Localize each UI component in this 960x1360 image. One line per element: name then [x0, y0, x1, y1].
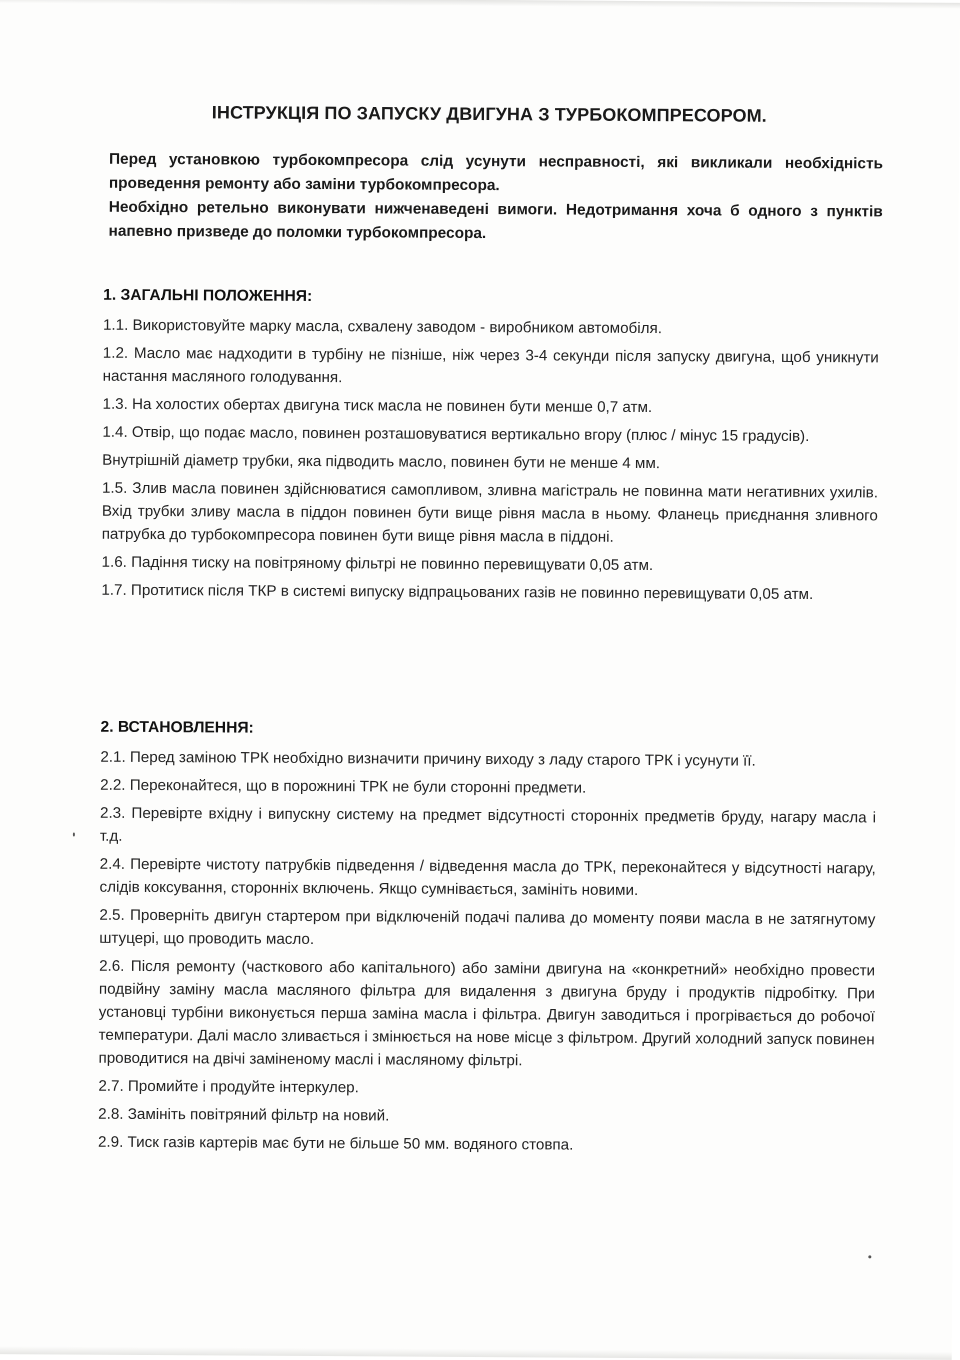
list-item: 1.3. На холостих обертах двигуна тиск масла не повинен бути менше 0,7 атм.	[102, 395, 653, 417]
document-title: ІНСТРУКЦІЯ ПО ЗАПУСКУ ДВИГУНА З ТУРБОКОМПРЕСОРОМ.	[211, 102, 767, 126]
list-item: 2.4. Перевірте чистоту патрубків підведення / відведення масла до ТРК, переконайтеся у відсутності нагару, слідів коксування, сторонніх включень. Якщо сумнівається, замініть новими.	[99, 855, 876, 899]
scan-speck	[73, 833, 75, 837]
section-general	[101, 284, 879, 612]
list-item: 1.7. Протитиск після ТКР в системі випуску відпрацьованих газів не повинно перевищувати 0,05 атм.	[101, 581, 814, 604]
list-item: 2.7. Промийте і продуйте інтеркулер.	[98, 1077, 359, 1097]
list-item: 2.3. Перевірте вхідну і випускну систему на предмет відсутності сторонніх предметів бруду, нагару масла і т.д.	[99, 804, 877, 845]
section-heading: 1. ЗАГАЛЬНІ ПОЛОЖЕННЯ:	[103, 286, 313, 305]
section-heading: 2. ВСТАНОВЛЕННЯ:	[100, 718, 254, 737]
intro-block	[109, 148, 884, 249]
scan-top-edge	[0, 0, 960, 9]
list-item: 1.5. Злив масла повинен здійснюватися самопливом, зливна магістраль не повинна мати негативних ухилів. Вхід трубки зливу масла в піддон повинен бути вище рівня масла в ньому. Фланець приєднання зливного патрубка до турбокомпресора повинен бути вище рівня масла в піддоні.	[101, 479, 879, 546]
list-item: 2.1. Перед заміною ТРК необхідно визначити причину виходу з ладу старого ТРК і усунути її.	[100, 748, 756, 770]
intro-paragraph: Перед установкою турбокомпресора слід усунути несправності, які викликали необхідність проведення ремонту або заміни турбокомпресора.	[108, 150, 884, 195]
list-item: 2.9. Тиск газів картерів має бути не більше 50 мм. водяного стовпа.	[97, 1133, 574, 1154]
list-item: 2.8. Замініть повітряний фільтр на новий.	[98, 1105, 390, 1125]
list-item: 1.4. Отвір, що подає масло, повинен розташовуватися вертикально вгору (плюс / мінус 15 градусів).	[102, 423, 810, 446]
list-item: Внутрішній діаметр трубки, яка підводить масло, повинен бути не менше 4 мм.	[102, 451, 661, 473]
scan-bottom-edge	[0, 1346, 952, 1360]
section-installation	[98, 716, 877, 1164]
intro-paragraph: Необхідно ретельно виконувати нижченаведені вимоги. Недотримання хоча б одного з пунктів напевно призведе до поломки турбокомпресора.	[108, 198, 883, 243]
list-item: 1.6. Падіння тиску на повітряному фільтрі не повинно перевищувати 0,05 атм.	[101, 553, 654, 575]
list-item: 2.6. Після ремонту (часткового або капітального) або заміни двигуна на «конкретний» необхідно провести подвійну заміну масла масляного фільтра для видалення з двигуна бруду і продуктів підробітку. При установці турбіни виконується перша заміна масла і фільтра. Двигун заводиться і прогрівається до робочої температури. Далі масло зливається і змінюється на нове місце з фільтром. Другий холодний запуск повинен проводитися на двічі заміненому маслі і масляному фільтрі.	[98, 957, 876, 1070]
list-item: 2.2. Переконайтеся, що в порожнині ТРК не були сторонні предмети.	[100, 776, 587, 797]
list-item: 1.2. Масло має надходити в турбіну не пізніше, ніж через 3-4 секунди після запуску двигуна, щоб уникнути настання масляного голодування.	[102, 344, 879, 387]
scan-speck	[868, 1255, 871, 1258]
list-item: 1.1. Використовуйте марку масла, схвалену заводом - виробником автомобіля.	[102, 316, 663, 338]
list-item: 2.5. Проверніть двигун стартером при відключеній подачі палива до моменту появи масла в не затягнутому штуцері, що проводить масло.	[99, 906, 876, 949]
